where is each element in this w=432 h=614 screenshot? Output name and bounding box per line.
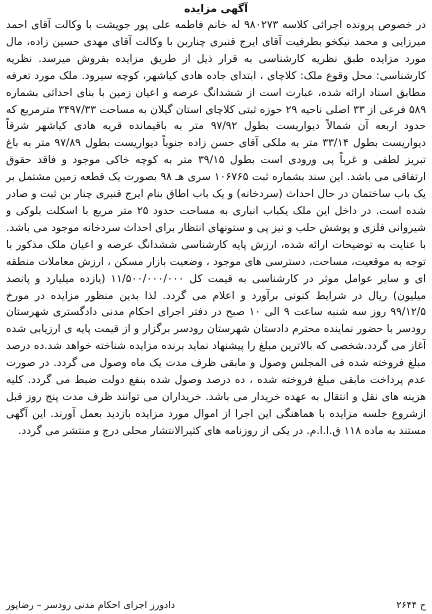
notice-issuing-office: دادورز اجرای احکام مدنی رودسر – رضاپور xyxy=(6,600,176,611)
notice-title: آگهی مزایده xyxy=(184,3,248,15)
notice-body: در خصوص پرونده اجرائی کلاسه ۹۸۰۲۷۳ له خانم فاطمه علی پور جویشت با وکالت آقای احمد میرزایی و محمد نیکخو بطرفیت آقای ایرج قنبری چناربن با وکالت آقای مهدی حسین زاده، مال مورد مزایده طبق نظریه کارشناسی به قرار ذیل از طریق مزایده بفروش میرسد. نظریه کارشناسی: محل وقوع ملک: کلاچای ، ابتدای جاده هادی کیاشهر، کوچه سیرود. ملک مورد تعرفه مطابق اسناد ارائه شده، عبارت است از ششدانگ عرصه و اعیان زمین با بنای احداثی بشماره ۵۸۹ فرعی از ۳۳ اصلی ناحیه ۲۹ حوزه ثبتی کلاچای استان گیلان به مساحت ۳۴۹۷/۳۳ مترمربع که حدود اربعه آن شمالاً دیواریست بطول ۹۷/۹۲ متر به باقیمانده قریه هادی کیاشهر شرقاً دیواریست بطول ۳۳/۱۴ متر به ملکی آقای حسن زاده جنوباً دیواریست بطول ۹۷/۸۹ متر به باغ تبریز لطفی و غرباً پی ورودی است بطول ۳۹/۱۵ متر به کوچه خاکی موجود و فاقد حقوق ارتفاقی می باشد. این سند بشماره ثبت ۱۰۶۷۶۵ سری هـ ۹۸ بصورت یک قطعه زمین مشتمل بر یک باب ساختمان در حال احداث (سردخانه) و یک باب اطاق بنام ایرج قنبری چنار بن ثبت و صادر شده است. در داخل این ملک یکباب انباری به مساحت حدود ۲۵ متر مربع با اسکلت بلوکی و شیروانی فلزی و پوشش حلب و نیز پی و ستونهای انتظار برای احداث سردخانه موجود می باشد. با عنایت به توضیحات ارائه شده، ارزش پایه کارشناسی ششدانگ عرصه و اعیان ملک مذکور با توجه به موقعیت، مساحت، دسترسی های موجود ، وضعیت بازار مسکن ، ارزش معاملات منطقه ای و سایر عوامل موثر در کارشناسی به قیمت کل ۱۱/۵۰۰/۰۰۰/۰۰۰ (یازده میلیارد و پانصد میلیون) ریال در شرایط کنونی برآورد و اعلام می گردد. لذا بدین منظور مزایده در مورخ ۹۹/۱۲/۵ روز سه شنبه ساعت ۹ الی ۱۰ صبح در دفتر اجرای احکام مدنی دادگستری شهرستان رودسر با حضور نماینده محترم دادستان شهرستان رودسر برگزار و از قیمت پایه ی ارزیابی شده آغاز می گردد.شخصی که بالاترین مبلغ را پیشنهاد نماید برنده مزایده شناخته خواهد شد.ده درصد مبلغ فروخته شده فی المجلس وصول و مابقی ظرف مدت یک ماه وصول می گردد. در صورت عدم پرداخت مابقی مبلغ فروخته شده ، ده درصد وصول شده بنفع دولت ضبط می گردد. کلیه هزینه های نقل و انتقال به عهده خریدار می باشد. خریداران می توانند ظرف مدت پنج روز قبل ازشروع جلسه مزایده با هماهنگی این اجرا از اموال مورد مزایده بازدید بعمل آورند. این آگهی مستند به ماده ۱۱۸ ق.ا.ا.م. در یکی از روزنامه های کثیرالانتشار محلی درج و منتشر می گردد. xyxy=(6,19,426,437)
notice-footer xyxy=(6,599,426,612)
notice-reference-code: ح ۲۶۴۴ xyxy=(396,600,426,611)
